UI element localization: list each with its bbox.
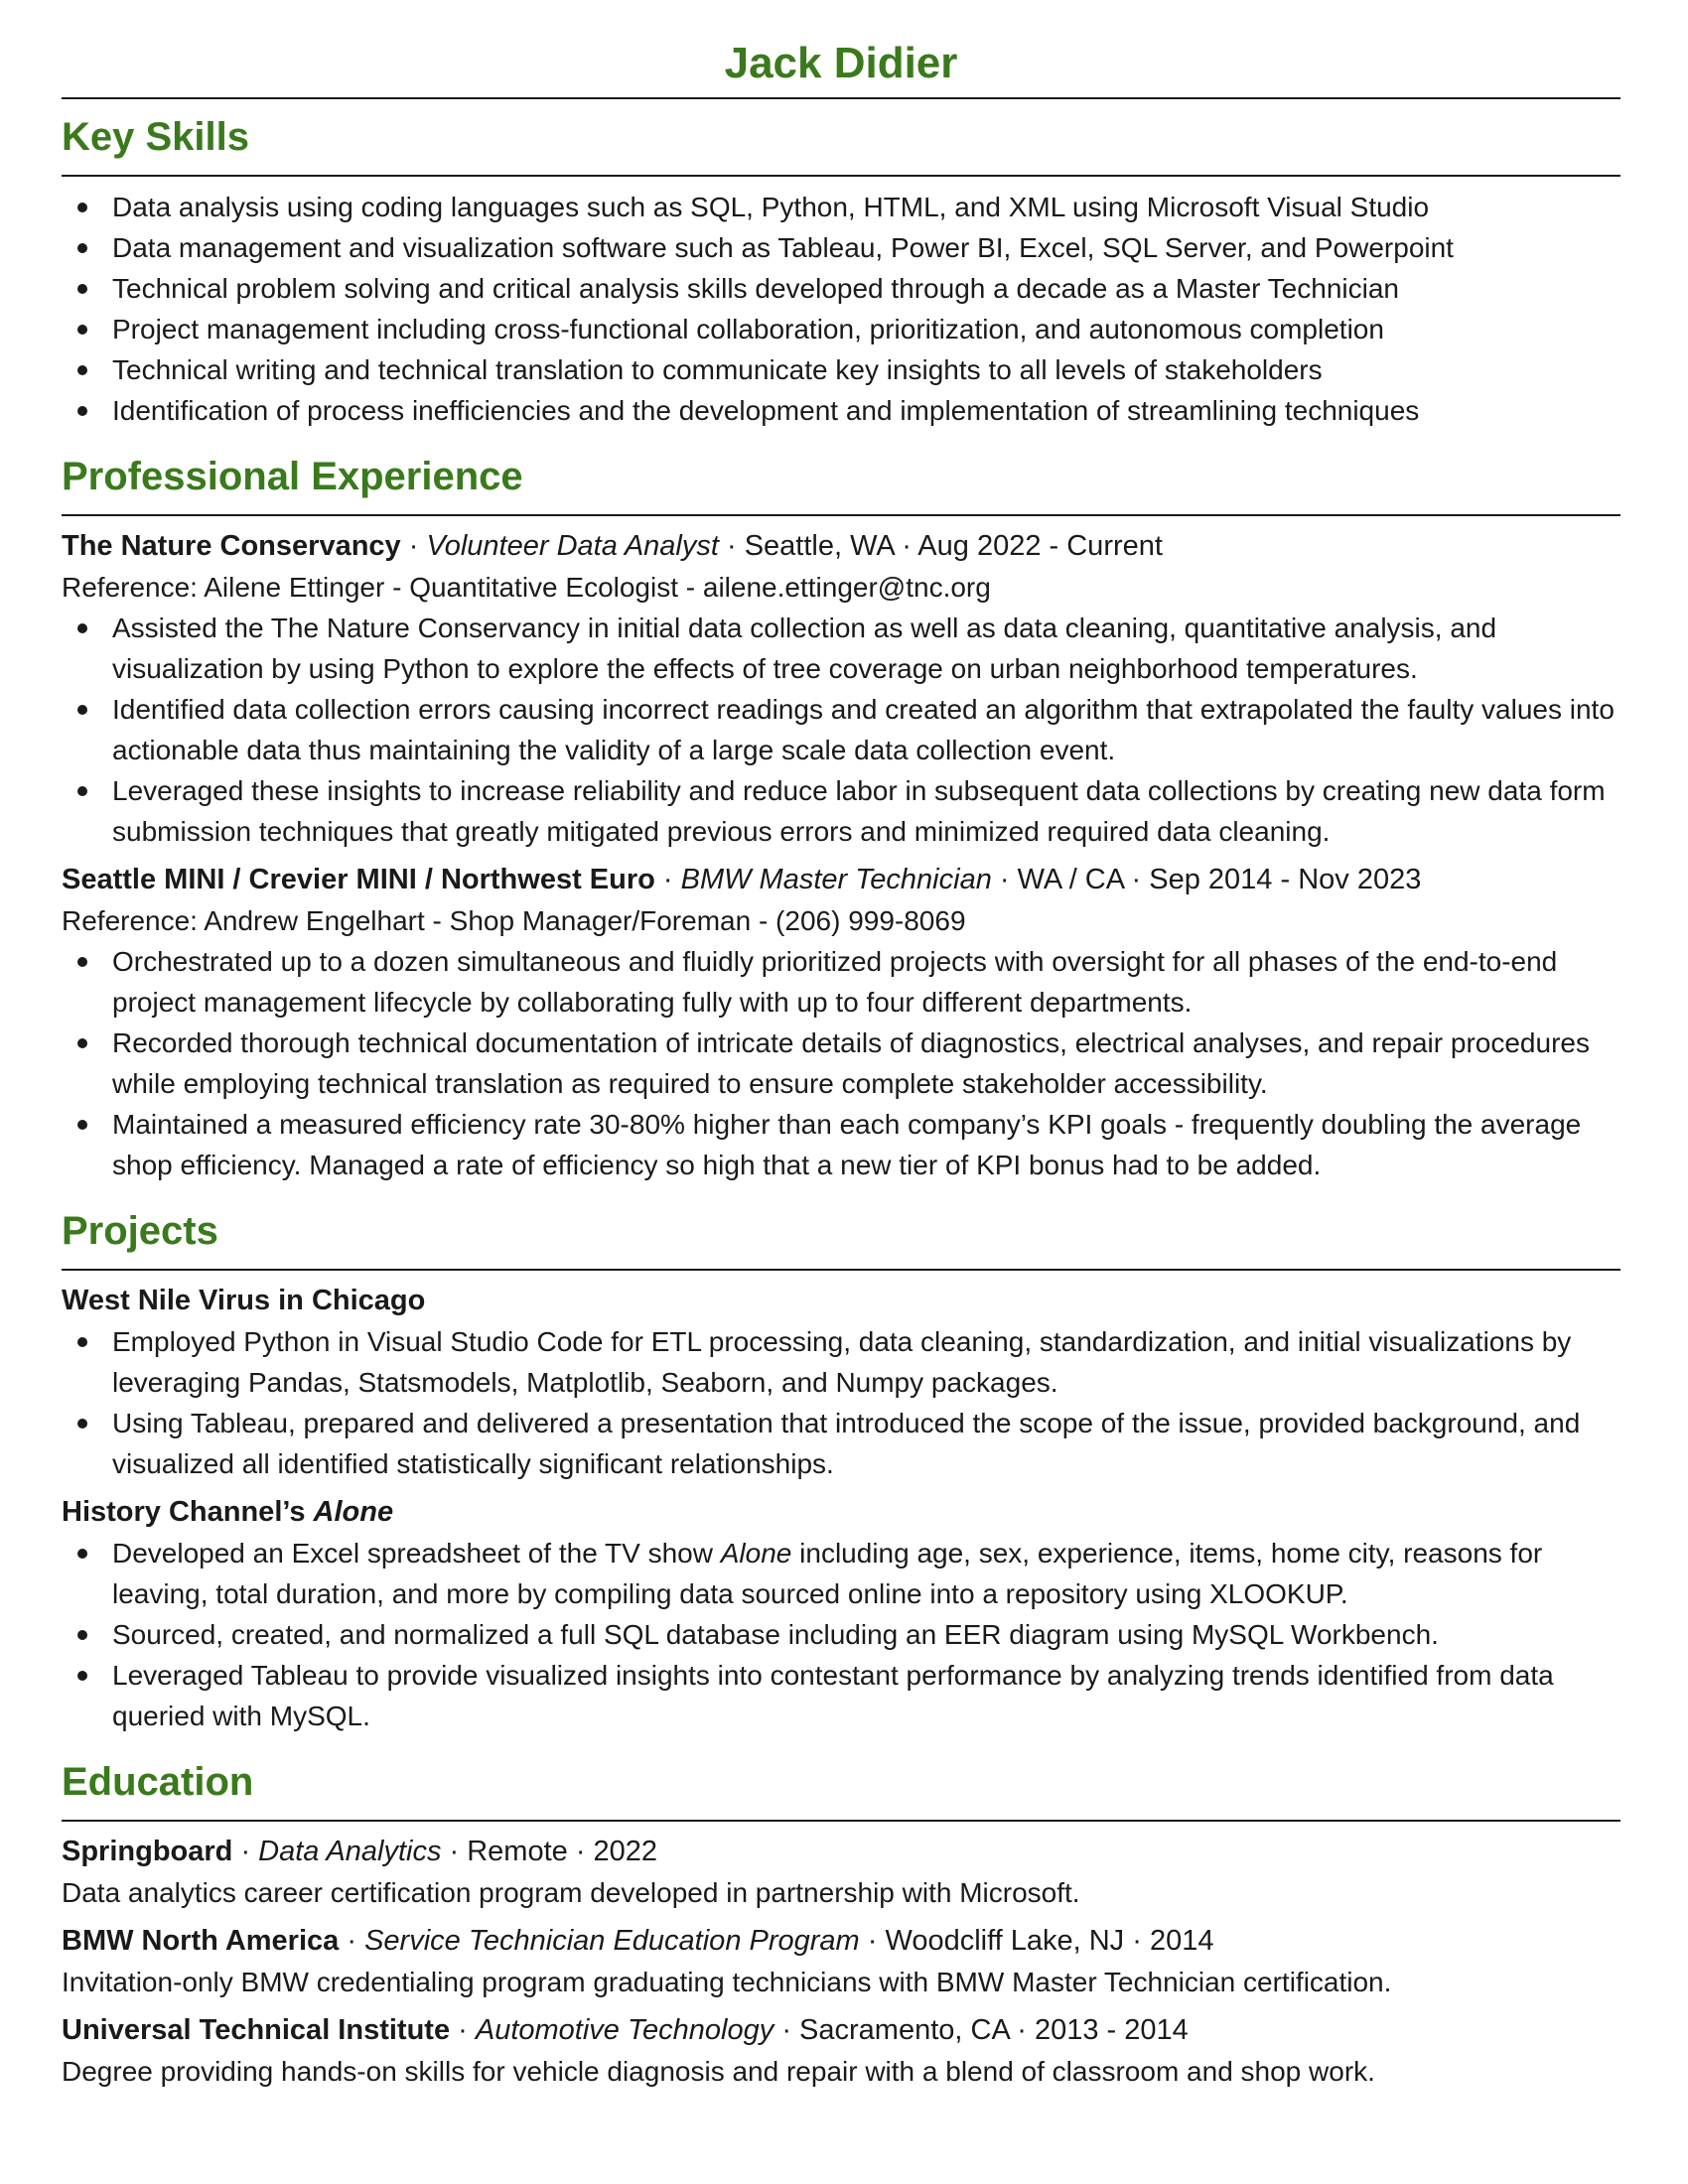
bullet-icon <box>77 705 87 715</box>
education-description: Invitation-only BMW credentialing program graduating technicians with BMW Master Technician certification. <box>62 1967 1392 1997</box>
education-description: Degree providing hands-on skills for vehicle diagnosis and repair with a blend of classroom and shop work. <box>62 2056 1375 2087</box>
bullet-icon <box>77 284 87 294</box>
list-item: Data analysis using coding languages such as SQL, Python, HTML, and XML using Microsoft Visual Studio <box>62 187 1620 227</box>
bullet-icon <box>77 957 87 967</box>
section-divider <box>62 175 1620 177</box>
skills-list <box>62 187 1620 431</box>
list-item: Orchestrated up to a dozen simultaneous and fluidly prioritized projects with oversight for all phases of the end-to-end project management lifecycle by collaborating fully with up to four different departments. <box>62 941 1620 1023</box>
bullet-icon <box>77 1038 87 1048</box>
experience-section <box>62 451 1620 1185</box>
education-header: Springboard · Data Analytics · Remote · 2022 <box>62 1836 658 1867</box>
project-title: History Channel’s Alone <box>62 1496 394 1528</box>
school-location-dates: · Woodcliff Lake, NJ · 2014 <box>859 1925 1214 1957</box>
education-heading: Education <box>62 1760 254 1804</box>
job-entry <box>62 526 1620 852</box>
job-org: Seattle MINI / Crevier MINI / Northwest Euro <box>62 864 655 895</box>
bullet-icon <box>77 1671 87 1681</box>
education-entry <box>62 1921 1620 2002</box>
school-name: BMW North America <box>62 1925 340 1957</box>
job-role: Volunteer Data Analyst <box>426 530 719 562</box>
project-entry <box>62 1492 1620 1736</box>
skills-heading: Key Skills <box>62 115 250 159</box>
bullet-icon <box>77 365 87 375</box>
list-item: Using Tableau, prepared and delivered a presentation that introduced the scope of the issue, provided background, and visualized all identified statistically significant relationships. <box>62 1403 1620 1484</box>
projects-heading: Projects <box>62 1209 218 1253</box>
job-reference: Reference: Andrew Engelhart - Shop Manager/Foreman - (206) 999-8069 <box>62 905 966 936</box>
skills-section <box>62 111 1620 431</box>
experience-heading: Professional Experience <box>62 455 523 498</box>
list-item: Identified data collection errors causing incorrect readings and created an algorithm that extrapolated the faulty values into actionable data thus maintaining the validity of a large scale data collection event. <box>62 689 1620 770</box>
job-entry <box>62 860 1620 1185</box>
list-item: Data management and visualization software such as Tableau, Power BI, Excel, SQL Server, and Powerpoint <box>62 227 1620 268</box>
project-bullets <box>62 1321 1620 1484</box>
bullet-icon <box>77 786 87 796</box>
bullet-icon <box>77 1549 87 1559</box>
project-bullets <box>62 1533 1620 1736</box>
education-header: Universal Technical Institute · Automotive Technology · Sacramento, CA · 2013 - 2014 <box>62 2014 1189 2046</box>
education-section <box>62 1756 1620 2092</box>
program-name: Data Analytics <box>258 1836 442 1867</box>
list-item: Maintained a measured efficiency rate 30-80% higher than each company’s KPI goals - frequently doubling the average shop efficiency. Managed a rate of efficiency so high that a new tier of KPI bonus had to be added. <box>62 1104 1620 1185</box>
section-divider <box>62 1269 1620 1271</box>
bullet-icon <box>77 325 87 335</box>
list-item: Employed Python in Visual Studio Code for ETL processing, data cleaning, standardization, and initial visualizations by leveraging Pandas, Statsmodels, Matplotlib, Seaborn, and Numpy packages. <box>62 1321 1620 1403</box>
list-item: Sourced, created, and normalized a full SQL database including an EER diagram using MySQL Workbench. <box>62 1614 1620 1655</box>
job-reference: Reference: Ailene Ettinger - Quantitative Ecologist - ailene.ettinger@tnc.org <box>62 572 991 603</box>
project-title: West Nile Virus in Chicago <box>62 1285 426 1316</box>
job-role: BMW Master Technician <box>680 864 992 895</box>
job-header: Seattle MINI / Crevier MINI / Northwest Euro · BMW Master Technician · WA / CA · Sep 2014 - Nov 2023 <box>62 864 1422 895</box>
program-name: Automotive Technology <box>475 2014 774 2046</box>
education-entry <box>62 2010 1620 2092</box>
bullet-icon <box>77 1120 87 1130</box>
list-item: Technical writing and technical translation to communicate key insights to all levels of stakeholders <box>62 349 1620 390</box>
project-entry <box>62 1281 1620 1484</box>
job-bullets <box>62 608 1620 852</box>
school-name: Universal Technical Institute <box>62 2014 451 2046</box>
school-name: Springboard <box>62 1836 233 1867</box>
bullet-icon <box>77 623 87 633</box>
list-item: Identification of process inefficiencies and the development and implementation of streamlining techniques <box>62 390 1620 431</box>
job-org: The Nature Conservancy <box>62 530 401 562</box>
bullet-icon <box>77 203 87 212</box>
list-item: Leveraged these insights to increase reliability and reduce labor in subsequent data collections by creating new data form submission techniques that greatly mitigated previous errors and minimized required data cleaning. <box>62 770 1620 852</box>
section-divider <box>62 1820 1620 1822</box>
section-divider <box>62 514 1620 516</box>
school-location-dates: · Sacramento, CA · 2013 - 2014 <box>774 2014 1189 2046</box>
candidate-name: Jack Didier <box>724 39 958 87</box>
list-item: Recorded thorough technical documentation of intricate details of diagnostics, electrical analyses, and repair procedures while employing technical translation as required to ensure complete stakeholder accessibility. <box>62 1023 1620 1104</box>
bullet-icon <box>77 1419 87 1429</box>
bullet-icon <box>77 1337 87 1347</box>
list-item: Assisted the The Nature Conservancy in initial data collection as well as data cleaning, quantitative analysis, and visualization by using Python to explore the effects of tree coverage on urban neighborhood temperatures. <box>62 608 1620 689</box>
education-header: BMW North America · Service Technician Education Program · Woodcliff Lake, NJ · 2014 <box>62 1925 1214 1957</box>
job-header: The Nature Conservancy · Volunteer Data Analyst · Seattle, WA · Aug 2022 - Current <box>62 530 1163 562</box>
list-item: Leveraged Tableau to provide visualized insights into contestant performance by analyzing trends identified from data queried with MySQL. <box>62 1655 1620 1736</box>
job-bullets <box>62 941 1620 1185</box>
education-description: Data analytics career certification program developed in partnership with Microsoft. <box>62 1877 1080 1908</box>
education-entry <box>62 1832 1620 1913</box>
bullet-icon <box>77 406 87 416</box>
bullet-icon <box>77 243 87 253</box>
list-item: Developed an Excel spreadsheet of the TV show Alone including age, sex, experience, items, home city, reasons for leaving, total duration, and more by compiling data sourced online into a repository using XLOOKUP. <box>62 1533 1620 1614</box>
job-location-dates: · Seattle, WA · Aug 2022 - Current <box>718 530 1163 562</box>
list-item: Project management including cross-functional collaboration, prioritization, and autonomous completion <box>62 309 1620 349</box>
header-divider <box>62 97 1620 99</box>
job-location-dates: · WA / CA · Sep 2014 - Nov 2023 <box>991 864 1422 895</box>
list-item: Technical problem solving and critical analysis skills developed through a decade as a Master Technician <box>62 268 1620 309</box>
bullet-icon <box>77 1630 87 1640</box>
school-location-dates: · Remote · 2022 <box>441 1836 658 1867</box>
program-name: Service Technician Education Program <box>364 1925 860 1957</box>
projects-section <box>62 1205 1620 1736</box>
